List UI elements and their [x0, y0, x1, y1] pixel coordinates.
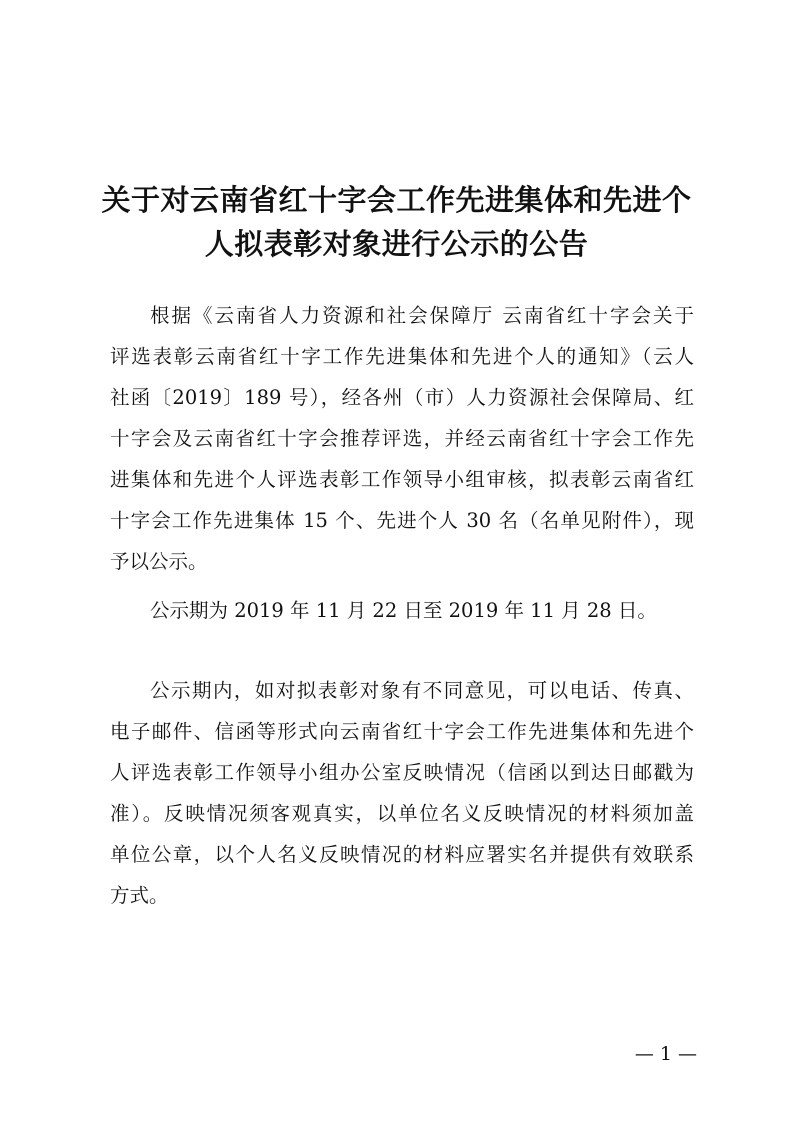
title-line-1: 关于对云南省红十字会工作先进集体和先进个	[101, 183, 692, 217]
document-title	[100, 178, 693, 266]
title-line-2: 人拟表彰对象进行公示的公告	[204, 227, 589, 261]
paragraph-3-line-5: 单位公章，以个人名义反映情况的材料应署实名并提供有效联系	[110, 843, 694, 866]
paragraph-1-line-6: 十字会工作先进集体 15 个、先进个人 30 名（名单见附件），现	[110, 509, 694, 532]
paragraph-2-line-1: 公示期为 2019 年 11 月 22 日至 2019 年 11 月 28 日。	[150, 599, 657, 622]
paragraph-1-line-5: 进集体和先进个人评选表彰工作领导小组审核，拟表彰云南省红	[110, 468, 694, 491]
paragraph-3-line-4: 准）。反映情况须客观真实，以单位名义反映情况的材料须加盖	[110, 802, 694, 825]
paragraph-3-line-1: 公示期内，如对拟表彰对象有不同意见，可以电话、传真、	[150, 679, 694, 702]
page-number: — 1 —	[634, 1043, 697, 1065]
paragraph-1-line-3: 社函〔2019〕189 号），经各州（市）人力资源社会保障局、红	[110, 386, 694, 409]
paragraph-1-line-4: 十字会及云南省红十字会推荐评选，并经云南省红十字会工作先	[110, 427, 694, 450]
paragraph-3-line-3: 人评选表彰工作领导小组办公室反映情况（信函以到达日邮戳为	[110, 761, 694, 784]
paragraph-1-line-2: 评选表彰云南省红十字工作先进集体和先进个人的通知》（云人	[110, 345, 694, 368]
paragraph-3-line-6: 方式。	[110, 884, 169, 907]
paragraph-1-line-1: 根据《云南省人力资源和社会保障厅 云南省红十字会关于	[150, 304, 694, 327]
paragraph-3-line-2: 电子邮件、信函等形式向云南省红十字会工作先进集体和先进个	[110, 720, 694, 743]
paragraph-1-line-7: 予以公示。	[110, 550, 208, 573]
